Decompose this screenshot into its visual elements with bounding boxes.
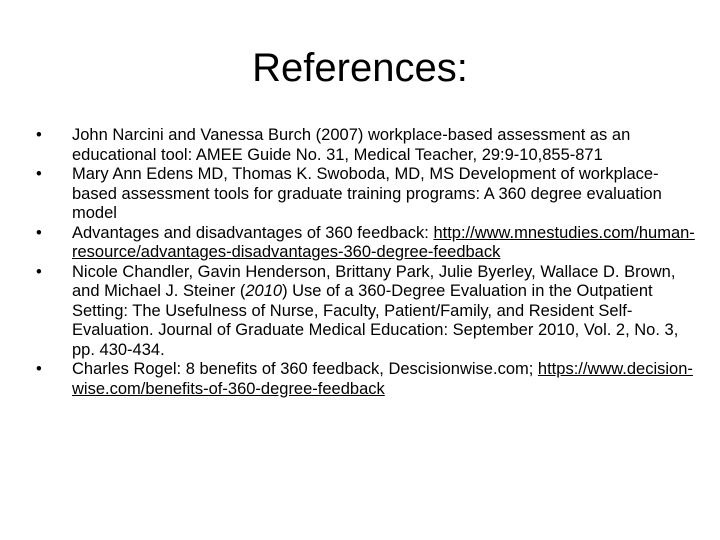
references-list	[36, 126, 696, 399]
reference-text: Nicole Chandler, Gavin Henderson, Brittany Park, Julie Byerley, Wallace D. Brown, and Michael J. Steiner (	[72, 262, 676, 300]
bullet-icon: •	[36, 360, 42, 378]
reference-item-3	[36, 224, 696, 263]
reference-text: John Narcini and Vanessa Burch (2007) workplace-based assessment as an educational tool: AMEE Guide No. 31, Medical Teacher, 29:9-10,855-871	[72, 126, 631, 164]
reference-year: 2010	[245, 282, 283, 300]
reference-item-2	[36, 165, 696, 224]
reference-link-decisionwise[interactable]: https://www.decision-wise.com/benefits-of-360-degree-feedback	[72, 360, 693, 398]
reference-item-1	[36, 126, 696, 165]
reference-text: Advantages and disadvantages of 360 feedback:	[72, 223, 434, 242]
reference-text-cont: ) Use of a 360-Degree Evaluation in the Outpatient Setting: The Usefulness of Nurse, Faculty, Patient/Family, and Resident Self-Evaluation. Journal of Graduate Medical Education: September 2010, Vol. 2, No. 3, pp. 430-434.	[72, 282, 679, 359]
slide-title: References:	[252, 46, 468, 90]
reference-item-5	[36, 360, 696, 399]
bullet-icon: •	[36, 165, 42, 183]
reference-link-mnestudies[interactable]: http://www.mnestudies.com/human-resource/advantages-disadvantages-360-degree-feedback	[72, 223, 695, 261]
bullet-icon: •	[36, 126, 42, 144]
reference-text: Charles Rogel: 8 benefits of 360 feedback, Descisionwise.com;	[72, 360, 538, 378]
bullet-icon: •	[36, 223, 42, 242]
reference-text: Mary Ann Edens MD, Thomas K. Swoboda, MD, MS Development of workplace-based assessment tools for graduate training programs: A 360 degree evaluation model	[72, 165, 662, 222]
bullet-icon: •	[36, 262, 42, 281]
reference-item-4	[36, 263, 696, 361]
